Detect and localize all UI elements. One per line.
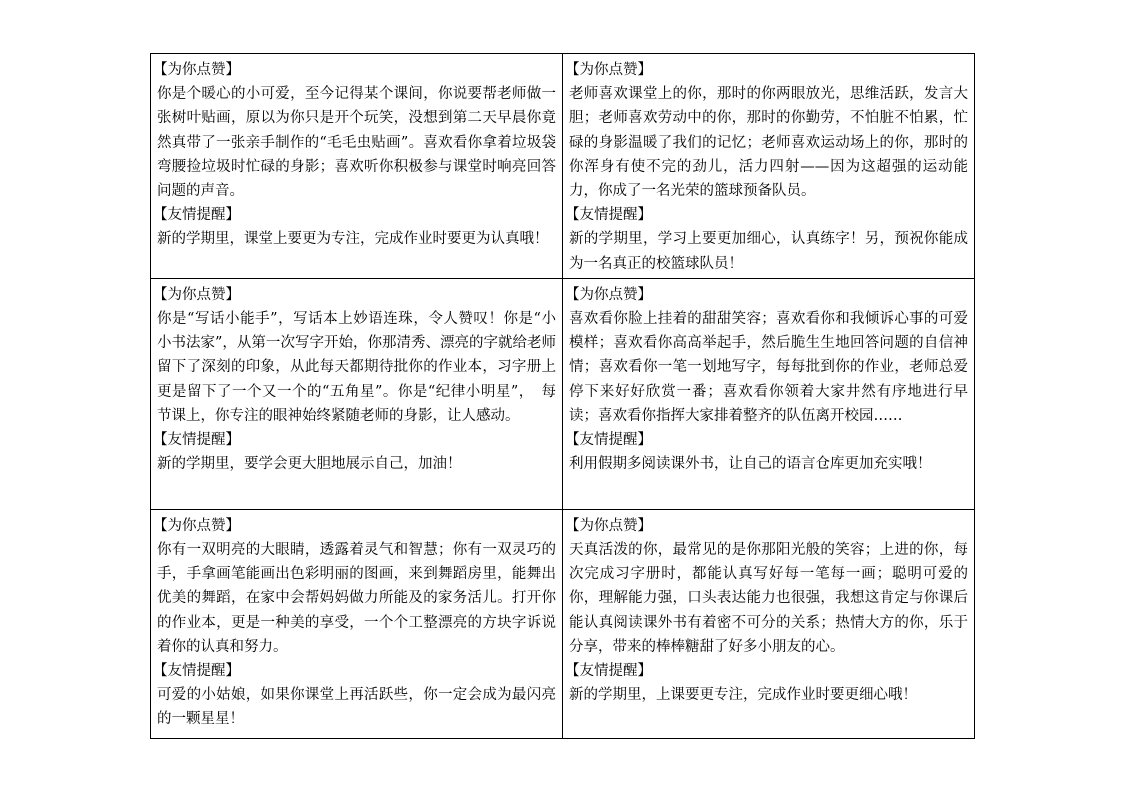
reminder-text: 新的学期里，要学会更大胆地展示自己，加油！	[157, 456, 462, 473]
praise-text: 你有一双明亮的大眼睛，透露着灵气和智慧；你有一双灵巧的手，手拿画笔能画出色彩明丽的图画，来到舞蹈房里，能舞出优美的舞蹈，在家中会帮妈妈做力所能及的家务活儿。打开你的作业本，更是一种美的享受，一个个工整漂亮的方块字诉说着你的认真和努力。	[157, 542, 556, 655]
reminder-text: 利用假期多阅读课外书，让自己的语言仓库更加充实哦！	[569, 456, 932, 473]
reminder-text: 新的学期里，学习上要更加细心，认真练字！另，预祝你能成为一名真正的校篮球队员！	[569, 231, 968, 272]
comment-cell	[151, 278, 563, 509]
comment-cell	[563, 278, 975, 509]
reminder-heading: 【友情提醒】	[153, 207, 240, 224]
reminder-text: 新的学期里，课堂上要更为专注，完成作业时要更为认真哦！	[157, 231, 549, 248]
reminder-heading: 【友情提醒】	[565, 207, 652, 224]
reminder-heading: 【友情提醒】	[565, 663, 652, 680]
reminder-text: 可爱的小姑娘，如果你课堂上再活跃些，你一定会成为最闪亮的一颗星星！	[157, 687, 556, 728]
reminder-heading: 【友情提醒】	[153, 663, 240, 680]
praise-heading: 【为你点赞】	[153, 517, 240, 534]
praise-text: 喜欢看你脸上挂着的甜甜笑容；喜欢看你和我倾诉心事的可爱模样；喜欢看你高高举起手，然后脆生生地回答问题的自信神情；喜欢看你一笔一划地写字，每每批到你的作业，老师总爱停下来好好欣赏一番；喜欢看你领着大家井然有序地进行早读；喜欢看你指挥大家排着整齐的队伍离开校园……	[569, 311, 968, 424]
praise-text: 老师喜欢课堂上的你，那时的你两眼放光，思维活跃，发言大胆；老师喜欢劳动中的你，那时的你勤劳，不怕脏不怕累，忙碌的身影温暖了我们的记忆；老师喜欢运动场上的你，那时的你浑身有使不完的劲儿，活力四射——因为这超强的运动能力，你成了一名光荣的篮球预备队员。	[569, 86, 968, 200]
table-row	[151, 509, 975, 738]
praise-heading: 【为你点赞】	[153, 286, 240, 303]
comment-cell	[151, 54, 563, 279]
reminder-heading: 【友情提醒】	[565, 432, 652, 449]
comment-cell	[151, 509, 563, 738]
comment-cell	[563, 509, 975, 738]
reminder-heading: 【友情提醒】	[153, 432, 240, 449]
praise-text: 天真活泼的你，最常见的是你那阳光般的笑容；上进的你，每次完成习字册时，都能认真写好每一笔每一画；聪明可爱的你，理解能力强，口头表达能力也很强，我想这肯定与你课后能认真阅读课外书有着密不可分的关系；热情大方的你，乐于分享，带来的棒棒糖甜了好多小朋友的心。	[569, 542, 968, 655]
comment-cell	[563, 54, 975, 279]
table-row	[151, 54, 975, 279]
table-row	[151, 278, 975, 509]
praise-text: 你是个暖心的小可爱，至今记得某个课间，你说要帮老师做一张树叶贴画，原以为你只是开个玩笑，没想到第二天早晨你竟然真带了一张亲手制作的“毛毛虫贴画”。喜欢看你拿着垃圾袋弯腰捡垃圾时忙碌的身影；喜欢听你积极参与课堂时响亮回答问题的声音。	[157, 86, 556, 200]
praise-heading: 【为你点赞】	[565, 286, 652, 303]
comments-table	[150, 53, 975, 739]
praise-text: 你是“写话小能手”，写话本上妙语连珠，令人赞叹！你是“小小书法家”，从第一次写字开始，你那清秀、漂亮的字就给老师留下了深刻的印象，从此每天都期待批你的作业本，习字册上更是留下了一个又一个的“五角星”。你是“纪律小明星”， 每节课上，你专注的眼神始终紧随老师的身影，让人感动。	[157, 311, 556, 424]
praise-heading: 【为你点赞】	[153, 62, 240, 78]
reminder-text: 新的学期里，上课要更专注，完成作业时要更细心哦！	[569, 687, 917, 704]
praise-heading: 【为你点赞】	[565, 62, 652, 78]
praise-heading: 【为你点赞】	[565, 517, 652, 534]
